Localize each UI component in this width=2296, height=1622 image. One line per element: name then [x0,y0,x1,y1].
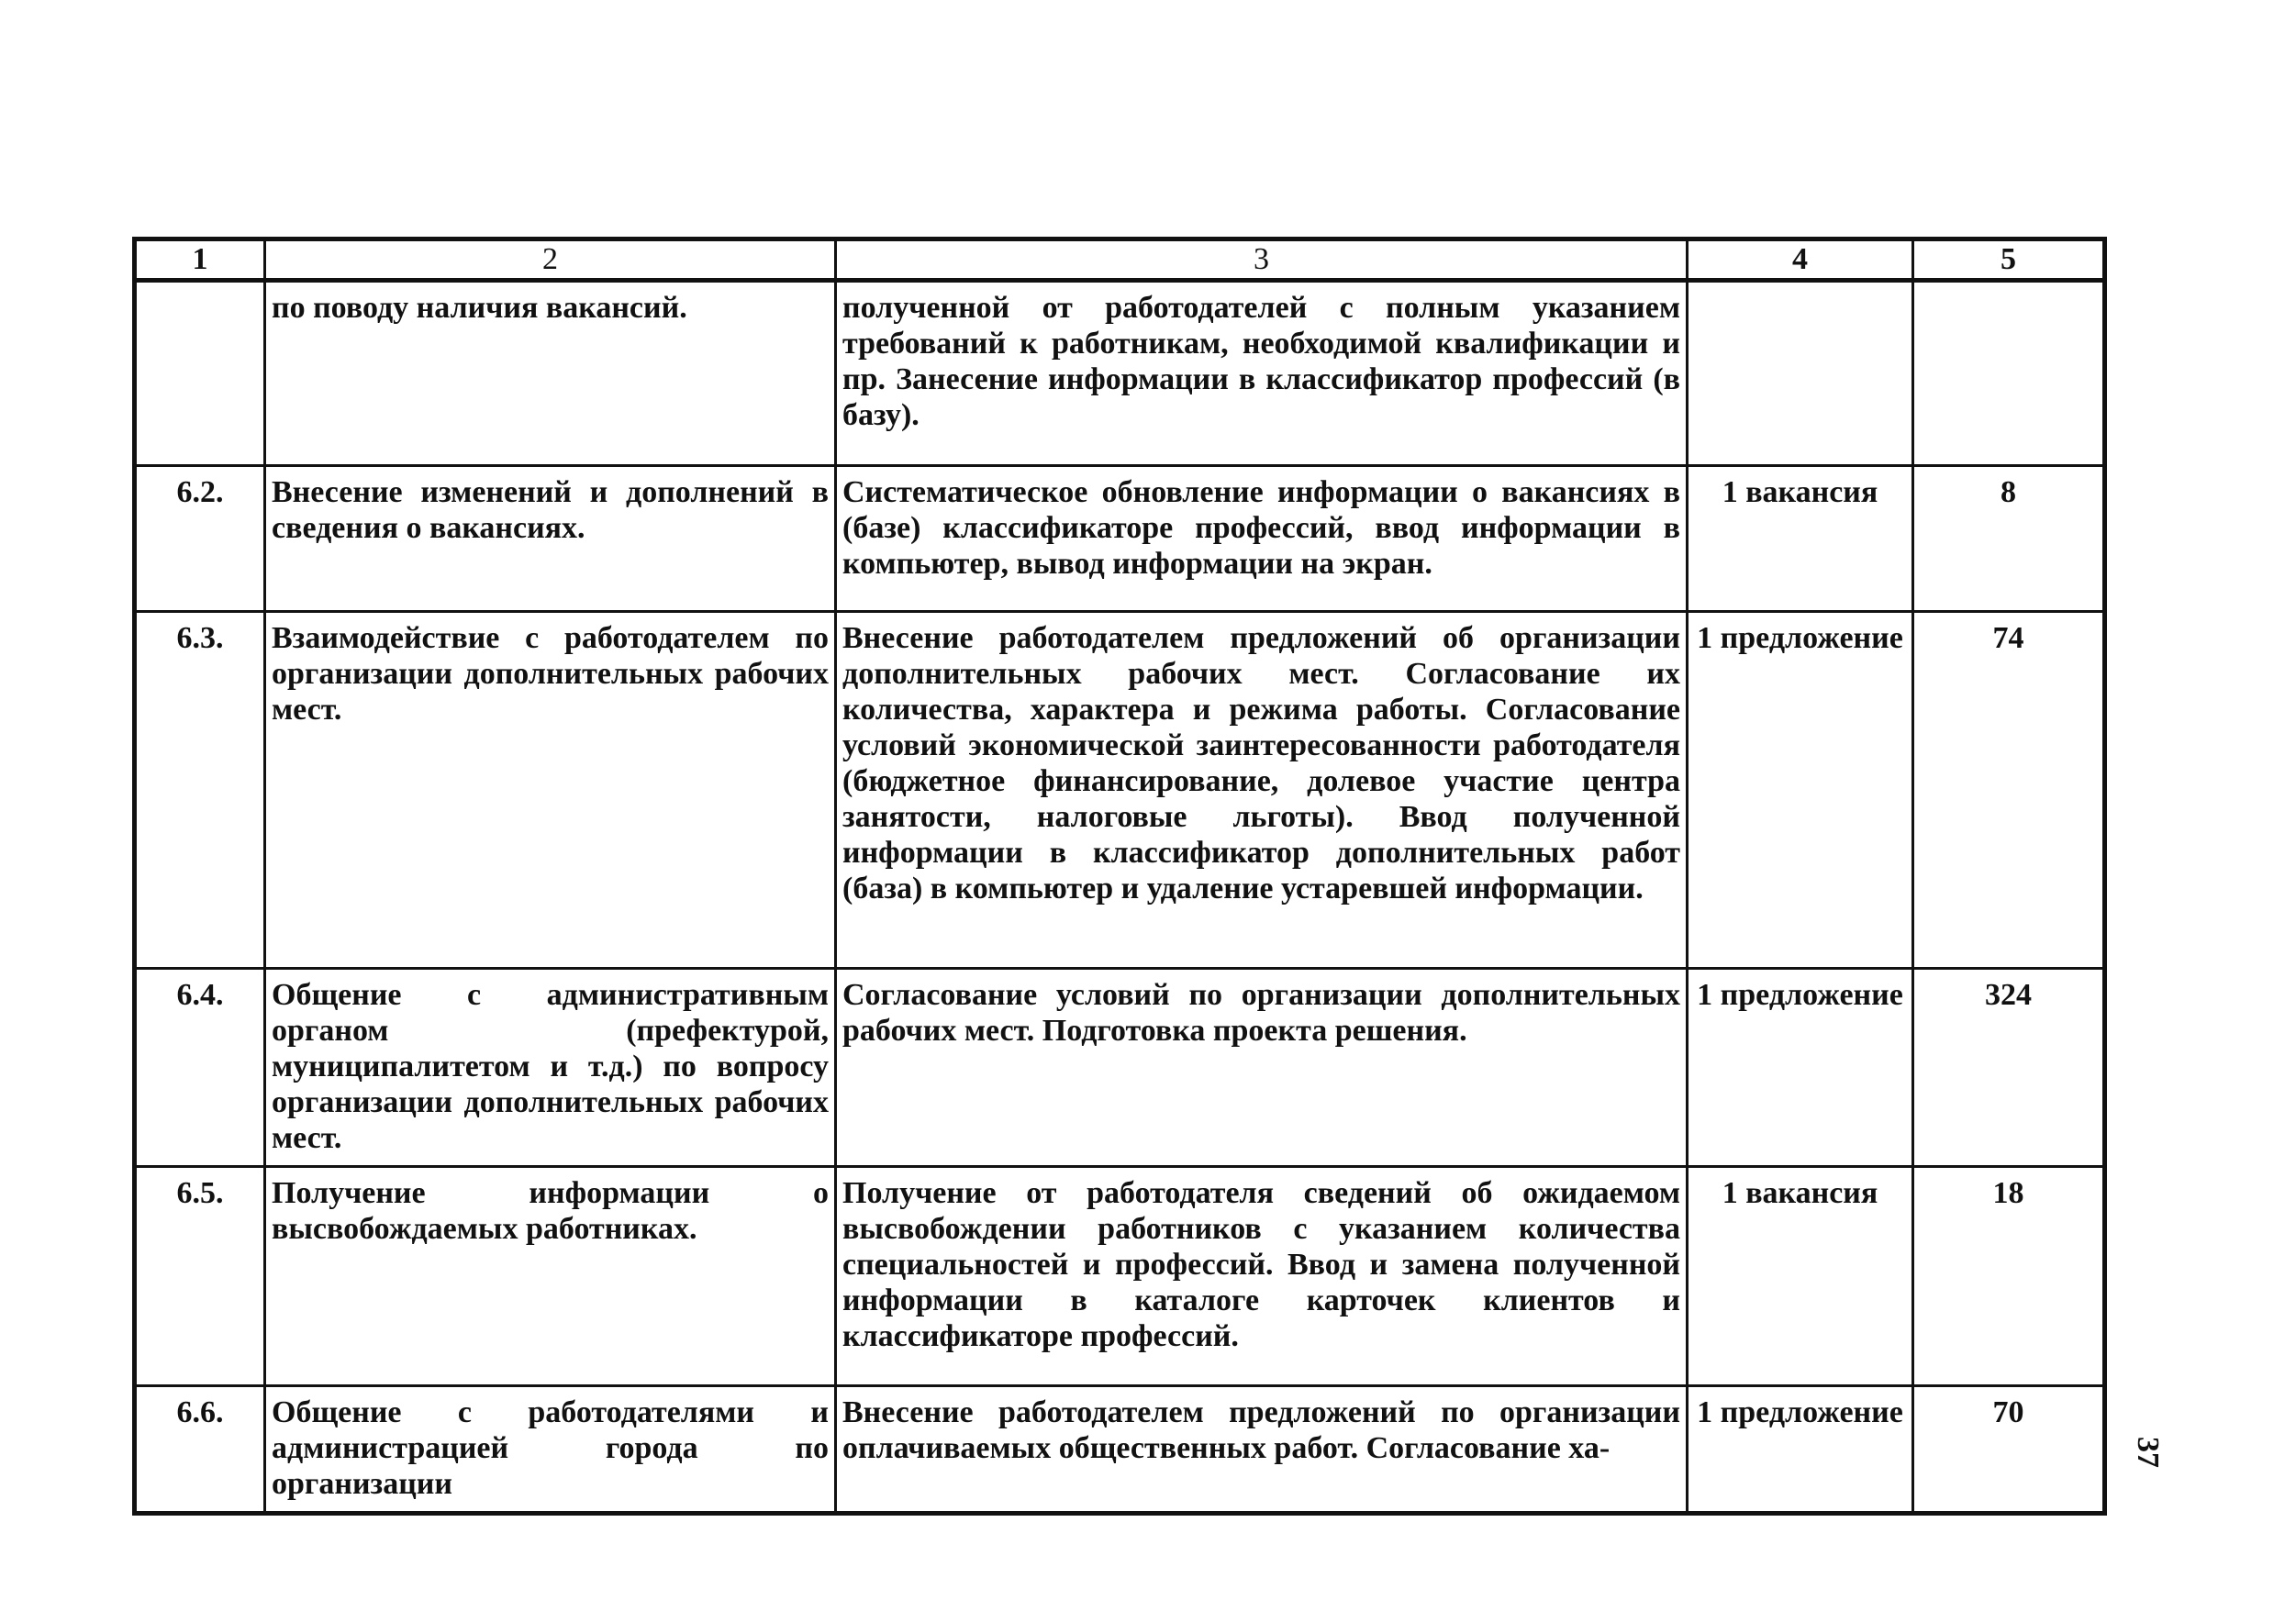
header-col-5: 5 [1913,239,2105,281]
row-name: по поводу наличия вакансий. [265,281,836,466]
header-col-2: 2 [265,239,836,281]
row-name: Внесение изменений и дополнений в сведения о вакансиях. [265,466,836,612]
row-number: 6.3. [135,612,265,969]
page-number: 37 [2131,1437,2165,1468]
table-row [135,969,2105,1167]
row-name: Общение с административным органом (префектурой, муниципалитетом и т.д.) по вопросу организации дополнительных рабочих мест. [265,969,836,1167]
row-number: 6.4. [135,969,265,1167]
row-content: полученной от работодателей с полным указанием требований к работникам, необходимой квалификации и пр. Занесение информации в классификатор профессий (в базу). [836,281,1688,466]
row-name: Взаимодействие с работодателем по организации дополнительных рабочих мест. [265,612,836,969]
row-value: 74 [1913,612,2105,969]
table-row [135,1386,2105,1514]
row-value: 18 [1913,1167,2105,1386]
table-row [135,281,2105,466]
row-content: Согласование условий по организации дополнительных рабочих мест. Подготовка проекта решения. [836,969,1688,1167]
header-col-4: 4 [1688,239,1913,281]
row-number: 6.2. [135,466,265,612]
table-row [135,466,2105,612]
row-unit: 1 вакансия [1688,1167,1913,1386]
table-row [135,1167,2105,1386]
column-number-header [135,239,2105,281]
row-unit: 1 вакансия [1688,466,1913,612]
row-name: Получение информации о высвобождаемых работниках. [265,1167,836,1386]
work-norms-table [132,237,2107,1516]
row-value: 8 [1913,466,2105,612]
row-value: 324 [1913,969,2105,1167]
row-content: Систематическое обновление информации о вакансиях в (базе) классификаторе профессий, ввод информации в компьютер, вывод информации на экран. [836,466,1688,612]
row-unit: 1 предложение [1688,969,1913,1167]
row-unit [1688,281,1913,466]
row-unit: 1 предложение [1688,612,1913,969]
row-number: 6.5. [135,1167,265,1386]
table-row [135,612,2105,969]
row-value: 70 [1913,1386,2105,1514]
row-unit: 1 предложение [1688,1386,1913,1514]
row-name: Общение с работодателями и администрацией города по организации [265,1386,836,1514]
row-value [1913,281,2105,466]
header-col-3: 3 [836,239,1688,281]
row-content: Внесение работодателем предложений по организации оплачиваемых общественных работ. Согласование ха- [836,1386,1688,1514]
row-number: 6.6. [135,1386,265,1514]
header-col-1: 1 [135,239,265,281]
row-content: Внесение работодателем предложений об организации дополнительных рабочих мест. Согласование их количества, характера и режима работы. Согласование условий экономической заинтересованности работодателя (бюджетное финансирование, долевое участие центра занятости, налоговые льготы). Ввод полученной информации в классификатор дополнительных работ (база) в компьютер и удаление устаревшей информации. [836,612,1688,969]
row-number [135,281,265,466]
row-content: Получение от работодателя сведений об ожидаемом высвобождении работников с указанием количества специальностей и профессий. Ввод и замена полученной информации в каталоге карточек клиентов и классификаторе профессий. [836,1167,1688,1386]
